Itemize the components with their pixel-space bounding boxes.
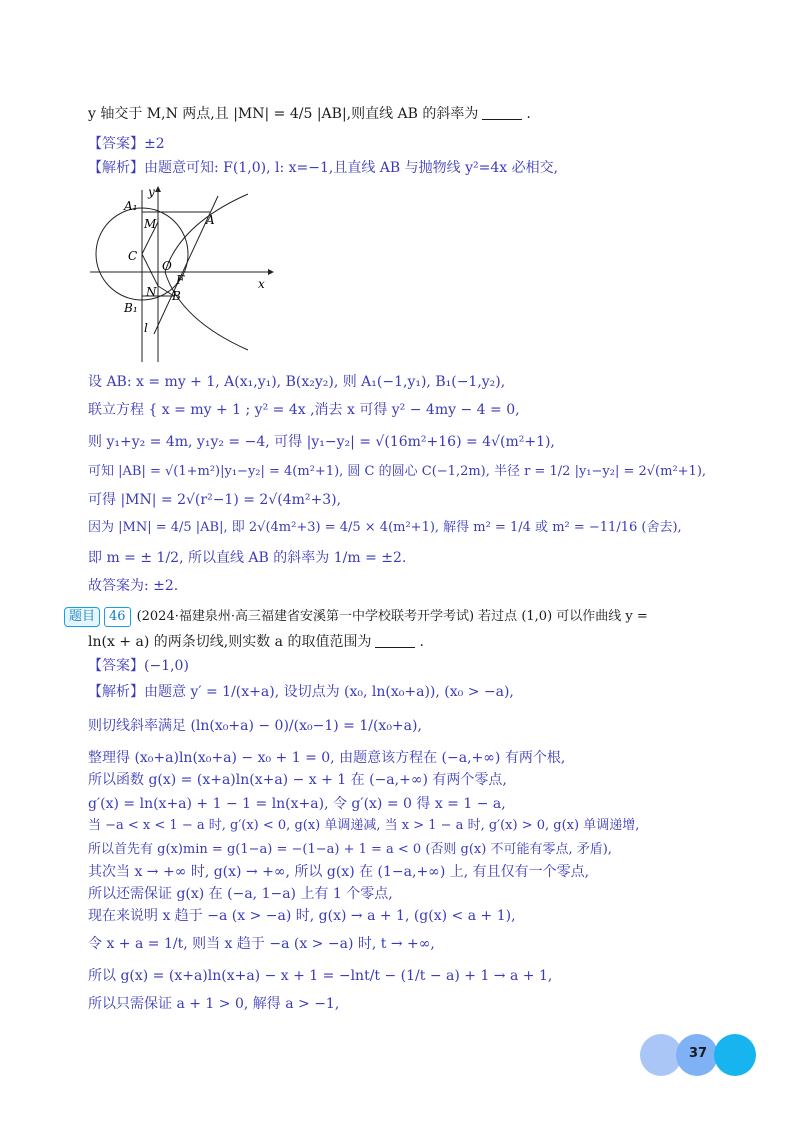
solution-line bbox=[88, 794, 506, 814]
badge-circle-dark bbox=[714, 1034, 756, 1076]
solution-line bbox=[88, 518, 682, 538]
punctuation: . bbox=[419, 634, 424, 650]
solution-text: g′(x) = ln(x+a) + 1 − 1 = ln(x+a), 令 g′(x) = 0 得 x = 1 − a, bbox=[88, 796, 506, 812]
question-text-line bbox=[88, 104, 531, 124]
solution-text: 设 AB: x = my + 1, A(x₁,y₁), B(x₂y₂), 则 A₁(−1,y₁), B₁(−1,y₂), bbox=[88, 374, 506, 390]
label-a: A bbox=[206, 213, 215, 227]
solution-text: 联立方程 { x = my + 1 ; y² = 4x ,消去 x 可得 y² − 4my − 4 = 0, bbox=[88, 402, 520, 418]
solution-line bbox=[88, 966, 552, 986]
solution-line bbox=[88, 716, 422, 736]
label-y: y bbox=[148, 185, 155, 199]
solution-text: 所以函数 g(x) = (x+a)ln(x+a) − x + 1 在 (−a,+∞) 有两个零点, bbox=[88, 772, 507, 788]
label-b1: B₁ bbox=[124, 301, 138, 315]
label-o: O bbox=[162, 259, 172, 273]
question-number: 46 bbox=[104, 607, 131, 627]
solution-line bbox=[88, 432, 555, 452]
label-c: C bbox=[128, 249, 138, 263]
answer-text: 【答案】±2 bbox=[88, 136, 165, 152]
solution-line bbox=[88, 884, 393, 904]
solution-text: 则切线斜率满足 (ln(x₀+a) − 0)/(x₀−1) = 1/(x₀+a), bbox=[88, 718, 422, 734]
solution-line bbox=[88, 906, 516, 926]
label-m: M bbox=[144, 217, 157, 231]
solution-text: 现在来说明 x 趋于 −a (x > −a) 时, g(x) → a + 1, (g(x) < a + 1), bbox=[88, 908, 516, 924]
solution-line bbox=[88, 462, 706, 482]
question-text: (2024·福建泉州·高三福建省安溪第一中学校联考开学考试) 若过点 (1,0) 可以作曲线 y = bbox=[136, 609, 648, 624]
solution-text: 可得 |MN| = 2√(r²−1) = 2√(4m²+3), bbox=[88, 492, 342, 508]
solution-line bbox=[88, 934, 435, 954]
question-46-line bbox=[88, 632, 424, 652]
question-text: ln(x + a) 的两条切线,则实数 a 的取值范围为 bbox=[88, 634, 372, 650]
solution-line bbox=[88, 490, 341, 510]
solution-text: 整理得 (x₀+a)ln(x₀+a) − x₀ + 1 = 0, 由题意该方程在 (−a,+∞) 有两个根, bbox=[88, 750, 566, 766]
solution-line bbox=[88, 770, 507, 790]
question-label: 题目 bbox=[64, 607, 100, 627]
solution-text: 当 −a < x < 1 − a 时, g′(x) < 0, g(x) 单调递减, 当 x > 1 − a 时, g′(x) > 0, g(x) 单调递增, bbox=[88, 818, 640, 833]
x-axis-arrow-icon bbox=[268, 269, 274, 275]
solution-text: 可知 |AB| = √(1+m²)|y₁−y₂| = 4(m²+1), 圆 C 的圆心 C(−1,2m), 半径 r = 1/2 |y₁−y₂| = 2√(m²+1), bbox=[88, 464, 707, 479]
question-text: y 轴交于 M,N 两点,且 |MN| = 4/5 |AB|,则直线 AB 的斜率为 bbox=[88, 106, 479, 122]
answer-blank bbox=[482, 119, 522, 120]
solution-text: 所以 g(x) = (x+a)ln(x+a) − x + 1 = −lnt/t − (1/t − a) + 1 → a + 1, bbox=[88, 968, 553, 984]
label-a1: A₁ bbox=[124, 199, 138, 213]
solution-text: 其次当 x → +∞ 时, g(x) → +∞, 所以 g(x) 在 (1−a,+∞) 上, 有且仅有一个零点, bbox=[88, 864, 590, 880]
solution-text: 即 m = ± 1/2, 所以直线 AB 的斜率为 1/m = ±2. bbox=[88, 550, 407, 566]
label-l: l bbox=[144, 321, 148, 335]
solution-text: 所以首先有 g(x)min = g(1−a) = −(1−a) + 1 = a < 0 (否则 g(x) 不可能有零点, 矛盾), bbox=[88, 842, 612, 857]
label-x: x bbox=[258, 277, 265, 291]
solution-text: 则 y₁+y₂ = 4m, y₁y₂ = −4, 可得 |y₁−y₂| = √(16m²+16) = 4√(m²+1), bbox=[88, 434, 555, 450]
solution-text: 令 x + a = 1/t, 则当 x 趋于 −a (x > −a) 时, t → +∞, bbox=[88, 936, 435, 952]
solution-line bbox=[88, 748, 565, 768]
label-b: B bbox=[172, 289, 181, 303]
page-number: 37 bbox=[688, 1046, 708, 1061]
label-f: F bbox=[176, 273, 185, 287]
solution-text: 故答案为: ±2. bbox=[88, 578, 179, 594]
segment-cn bbox=[142, 254, 158, 286]
y-axis-arrow-icon bbox=[155, 186, 161, 192]
solution-line bbox=[88, 816, 639, 836]
solution-line bbox=[88, 576, 178, 596]
solution-line bbox=[88, 862, 589, 882]
solution-line bbox=[88, 994, 339, 1014]
answer-text: 【答案】(−1,0) bbox=[88, 658, 189, 674]
parabola-circle-figure bbox=[90, 184, 280, 364]
solution-line bbox=[88, 548, 406, 568]
solution-text: 所以还需保证 g(x) 在 (−a, 1−a) 上有 1 个零点, bbox=[88, 886, 393, 902]
answer-line bbox=[88, 134, 165, 154]
solution-line bbox=[88, 372, 505, 392]
solution-line bbox=[88, 682, 514, 702]
solution-text: 所以只需保证 a + 1 > 0, 解得 a > −1, bbox=[88, 996, 340, 1012]
answer-line bbox=[88, 656, 189, 676]
solution-line bbox=[88, 158, 558, 178]
solution-text: 因为 |MN| = 4/5 |AB|, 即 2√(4m²+3) = 4/5 × 4(m²+1), 解得 m² = 1/4 或 m² = −11/16 (舍去), bbox=[88, 520, 682, 535]
question-46-line bbox=[64, 606, 648, 627]
solution-line bbox=[88, 400, 520, 420]
punctuation: . bbox=[526, 106, 531, 122]
solution-text: 【解析】由题意 y′ = 1/(x+a), 设切点为 (x₀, ln(x₀+a)), (x₀ > −a), bbox=[88, 684, 514, 700]
label-n: N bbox=[146, 285, 157, 299]
answer-blank bbox=[375, 647, 415, 648]
solution-text: 【解析】由题意可知: F(1,0), l: x=−1,且直线 AB 与抛物线 y²=4x 必相交, bbox=[88, 160, 559, 176]
solution-line bbox=[88, 840, 612, 860]
